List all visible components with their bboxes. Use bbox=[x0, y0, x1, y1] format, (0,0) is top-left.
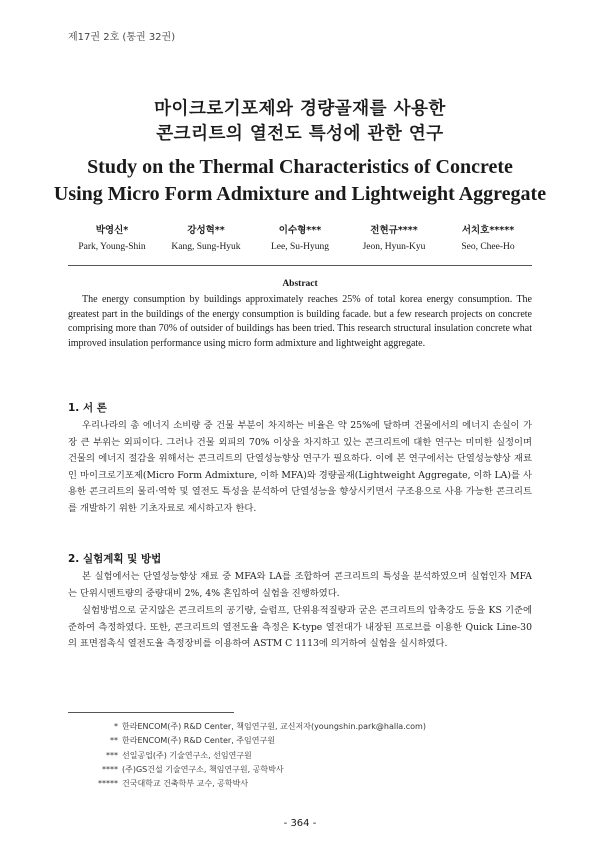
footnote-text: (주)GS건설 기술연구소, 책임연구원, 공학박사 bbox=[122, 764, 284, 774]
author-name-ko: 이수형*** bbox=[278, 225, 322, 236]
footnote-mark: ***** bbox=[98, 779, 118, 789]
english-title-line-2: Using Micro Form Admixture and Lightweight Aggregate bbox=[53, 183, 547, 205]
author-name-en: Jeon, Hyun-Kyu bbox=[362, 242, 426, 252]
footnote-mark: ** bbox=[110, 736, 118, 746]
author-2 bbox=[162, 222, 250, 252]
footnote-item bbox=[68, 763, 532, 777]
author-name-ko: 박영신* bbox=[95, 225, 129, 236]
author-1 bbox=[68, 222, 156, 252]
author-name-ko: 강성혁** bbox=[187, 225, 225, 236]
journal-issue-header: 제17권 2호 (통권 32권) bbox=[68, 32, 176, 43]
section-1-heading: 1. 서 론 bbox=[68, 402, 107, 414]
author-name-ko: 전현규**** bbox=[370, 225, 418, 236]
footnote-item bbox=[68, 734, 532, 748]
footnote-text: 건국대학교 건축학부 교수, 공학박사 bbox=[122, 779, 249, 789]
author-name-en: Kang, Sung-Hyuk bbox=[171, 242, 241, 252]
author-name-en: Seo, Chee-Ho bbox=[461, 242, 515, 252]
footnote-text: 선일공업(주) 기술연구소, 선임연구원 bbox=[122, 750, 252, 760]
footnote-mark: * bbox=[114, 722, 118, 731]
page-number: - 364 - bbox=[283, 818, 317, 829]
author-name-ko: 서치호***** bbox=[461, 225, 515, 236]
footnote-mark: *** bbox=[106, 750, 118, 760]
korean-title-line-2: 콘크리트의 열전도 특성에 관한 연구 bbox=[156, 124, 444, 144]
section-2-paragraph-2: 실험방법으로 굳지않은 콘크리트의 공기량, 슬럼프, 단위용적질량과 굳은 콘크리트의 압축강도 등을 KS 기준에 준하여 측정하였다. 또한, 콘크리트의 열전도율 측정은 K-type 열전대가 내장된 프로브를 이용한 Quick Line-30의 표면접촉식 열전도율 측정장비를 이용하여 ASTM C 1113에 의거하여 실험을 실시하였다. bbox=[68, 605, 532, 649]
author-3 bbox=[256, 222, 344, 252]
footnote-text: 한라ENCOM(주) R&D Center, 책임연구원, 교신저자(youngshin.park@halla.com) bbox=[122, 722, 426, 731]
english-title-line-1: Study on the Thermal Characteristics of Concrete bbox=[87, 156, 513, 178]
footnote-mark: **** bbox=[102, 764, 118, 774]
korean-title-line-1: 마이크로기포제와 경량골재를 사용한 bbox=[154, 99, 446, 119]
footnote-divider bbox=[68, 712, 234, 713]
footnote-item bbox=[68, 749, 532, 763]
author-5 bbox=[444, 222, 532, 252]
footnotes bbox=[68, 720, 532, 791]
section-2-heading: 2. 실험계획 및 방법 bbox=[68, 553, 162, 565]
header-divider bbox=[68, 265, 532, 266]
section-1-paragraph: 우리나라의 총 에너지 소비량 중 건물 부분이 차지하는 비율은 약 25%에 달하며 건물에서의 에너지 손실이 가장 큰 부위는 외피이다. 그러나 건물 외피의 70% 이상을 차지하고 있는 콘크리트에 대한 연구는 미미한 실정이며 건물의 에너지 절감을 위해서는 콘크리트의 단열성능향상 연구가 필요하다. 이에 본 연구에서는 단열성능향상 재료인 마이크로기포제(Micro Form Admixture, 이하 MFA)와 경량골재(Lightweight Aggregate, 이하 LA)를 사용한 콘크리트의 물리·역학 및 열전도 특성을 분석하여 단열성능을 향상시키면서 구조용으로 사용 가능한 콘크리트를 개발하기 위한 기초자료로 제시하고자 한다. bbox=[68, 420, 532, 514]
section-2-paragraph-1: 본 실험에서는 단열성능향상 재료 중 MFA와 LA를 조합하여 콘크리트의 특성을 분석하였으며 실험인자 MFA는 단위시멘트량의 중량대비 2%, 4% 혼입하여 실험을 진행하였다. bbox=[68, 571, 532, 599]
footnote-item bbox=[68, 720, 532, 734]
footnote-item bbox=[68, 777, 532, 791]
author-4 bbox=[350, 222, 438, 252]
author-name-en: Park, Young-Shin bbox=[78, 242, 146, 252]
abstract-text: The energy consumption by buildings approximately reaches 25% of total korea energy consumption. The greatest part in the buildings of the energy consumption is building facade. but a few research projects on concrete comprising more than 70% of outsider of buildings has been tried. This research structural insulation concrete what improved insulation performance using micro form admixture and lightweight aggregate. bbox=[68, 294, 532, 350]
author-list bbox=[68, 222, 532, 252]
author-name-en: Lee, Su-Hyung bbox=[270, 242, 330, 252]
abstract-heading: Abstract bbox=[282, 279, 318, 289]
footnote-text: 한라ENCOM(주) R&D Center, 주임연구원 bbox=[122, 736, 275, 746]
